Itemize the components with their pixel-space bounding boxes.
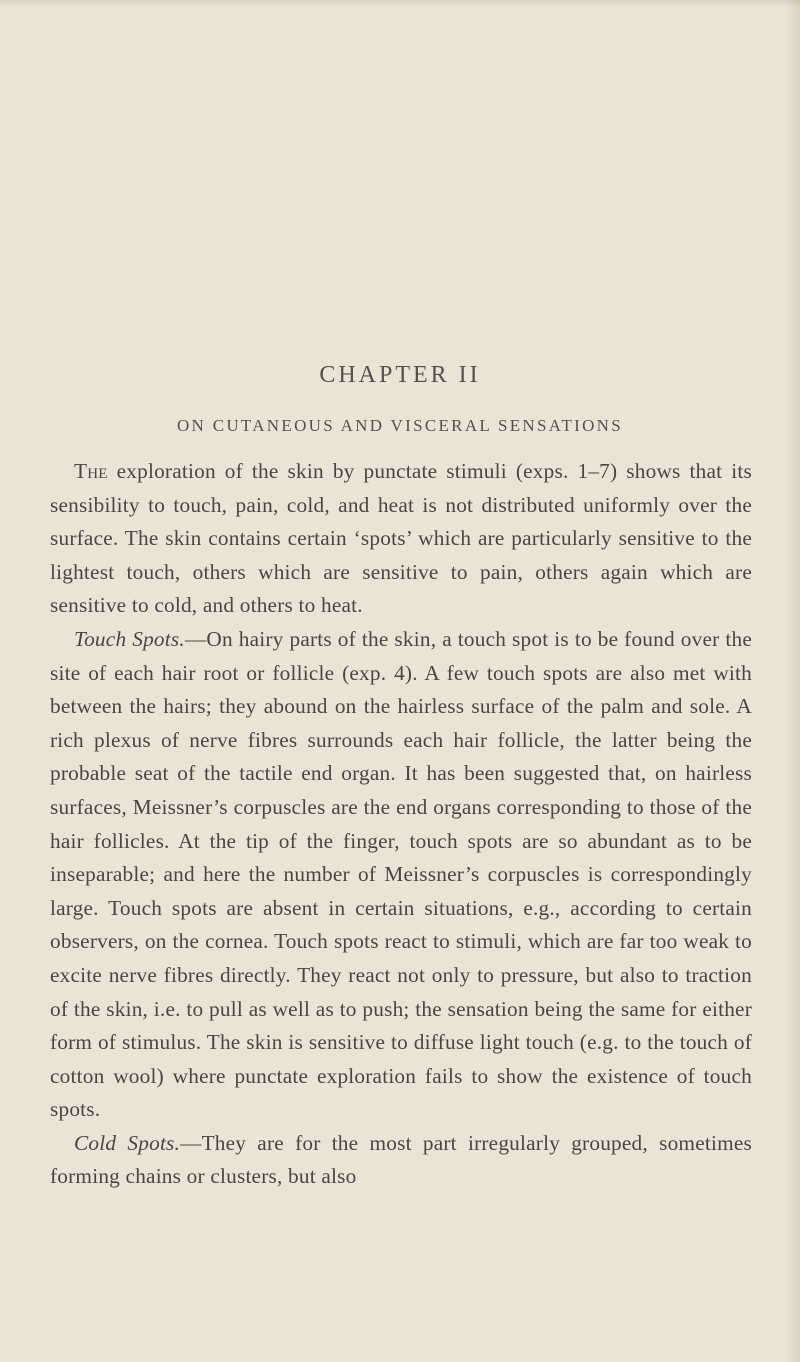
page-edge-shadow — [786, 0, 800, 1362]
chapter-heading: CHAPTER II — [319, 362, 481, 388]
run-in-heading-cold-spots: Cold Spots. — [74, 1130, 181, 1155]
paragraph-intro — [50, 455, 752, 623]
paragraph-cold-spots — [50, 1127, 752, 1194]
paragraph-touch-spots — [50, 623, 752, 1127]
run-in-heading-touch-spots: Touch Spots. — [74, 626, 185, 651]
page-shadow-top — [0, 0, 800, 8]
paragraph-touch-spots-text: —On hairy parts of the skin, a touch spot is to be found over the site of each hair root or follicle (exp. 4). A few touch spots are also met with between the hairs; they abound on the hairless surface of the palm and sole. A rich plexus of nerve fibres surrounds each hair follicle, the latter being the probable seat of the tactile end organ. It has been suggested that, on hairless surfaces, Meissner’s corpuscles are the end organs corresponding to those of the hair follicles. At the tip of the finger, touch spots are so abundant as to be inseparable; and here the number of Meissner’s corpuscles is correspondingly large. Touch spots are absent in certain situations, e.g., according to certain observers, on the cornea. Touch spots react to stimuli, which are far too weak to excite nerve fibres directly. They react not only to pressure, but also to traction of the skin, i.e. to pull as well as to push; the sensation being the same for either form of stimulus. The skin is sensitive to diffuse light touch (e.g. to the touch of cotton wool) where punctate exploration fails to show the existence of touch spots. — [50, 626, 752, 1122]
chapter-title: ON CUTANEOUS AND VISCERAL SENSATIONS — [176, 416, 624, 435]
paragraph-intro-text: exploration of the skin by punctate stimuli (exps. 1–7) shows that its sensibility to touch, pain, cold, and heat is not distributed uniformly over the surface. The skin contains certain ‘spots’ which are particularly sensitive to the lightest touch, others which are sensitive to pain, others again which are sensitive to cold, and others to heat. — [50, 459, 752, 618]
paragraph-cold-spots-text: —They are for the most part irregularly grouped, sometimes forming chains or clusters, but also — [50, 1130, 752, 1189]
paragraph-lead-word: The — [74, 459, 108, 483]
body-text — [50, 455, 752, 1194]
